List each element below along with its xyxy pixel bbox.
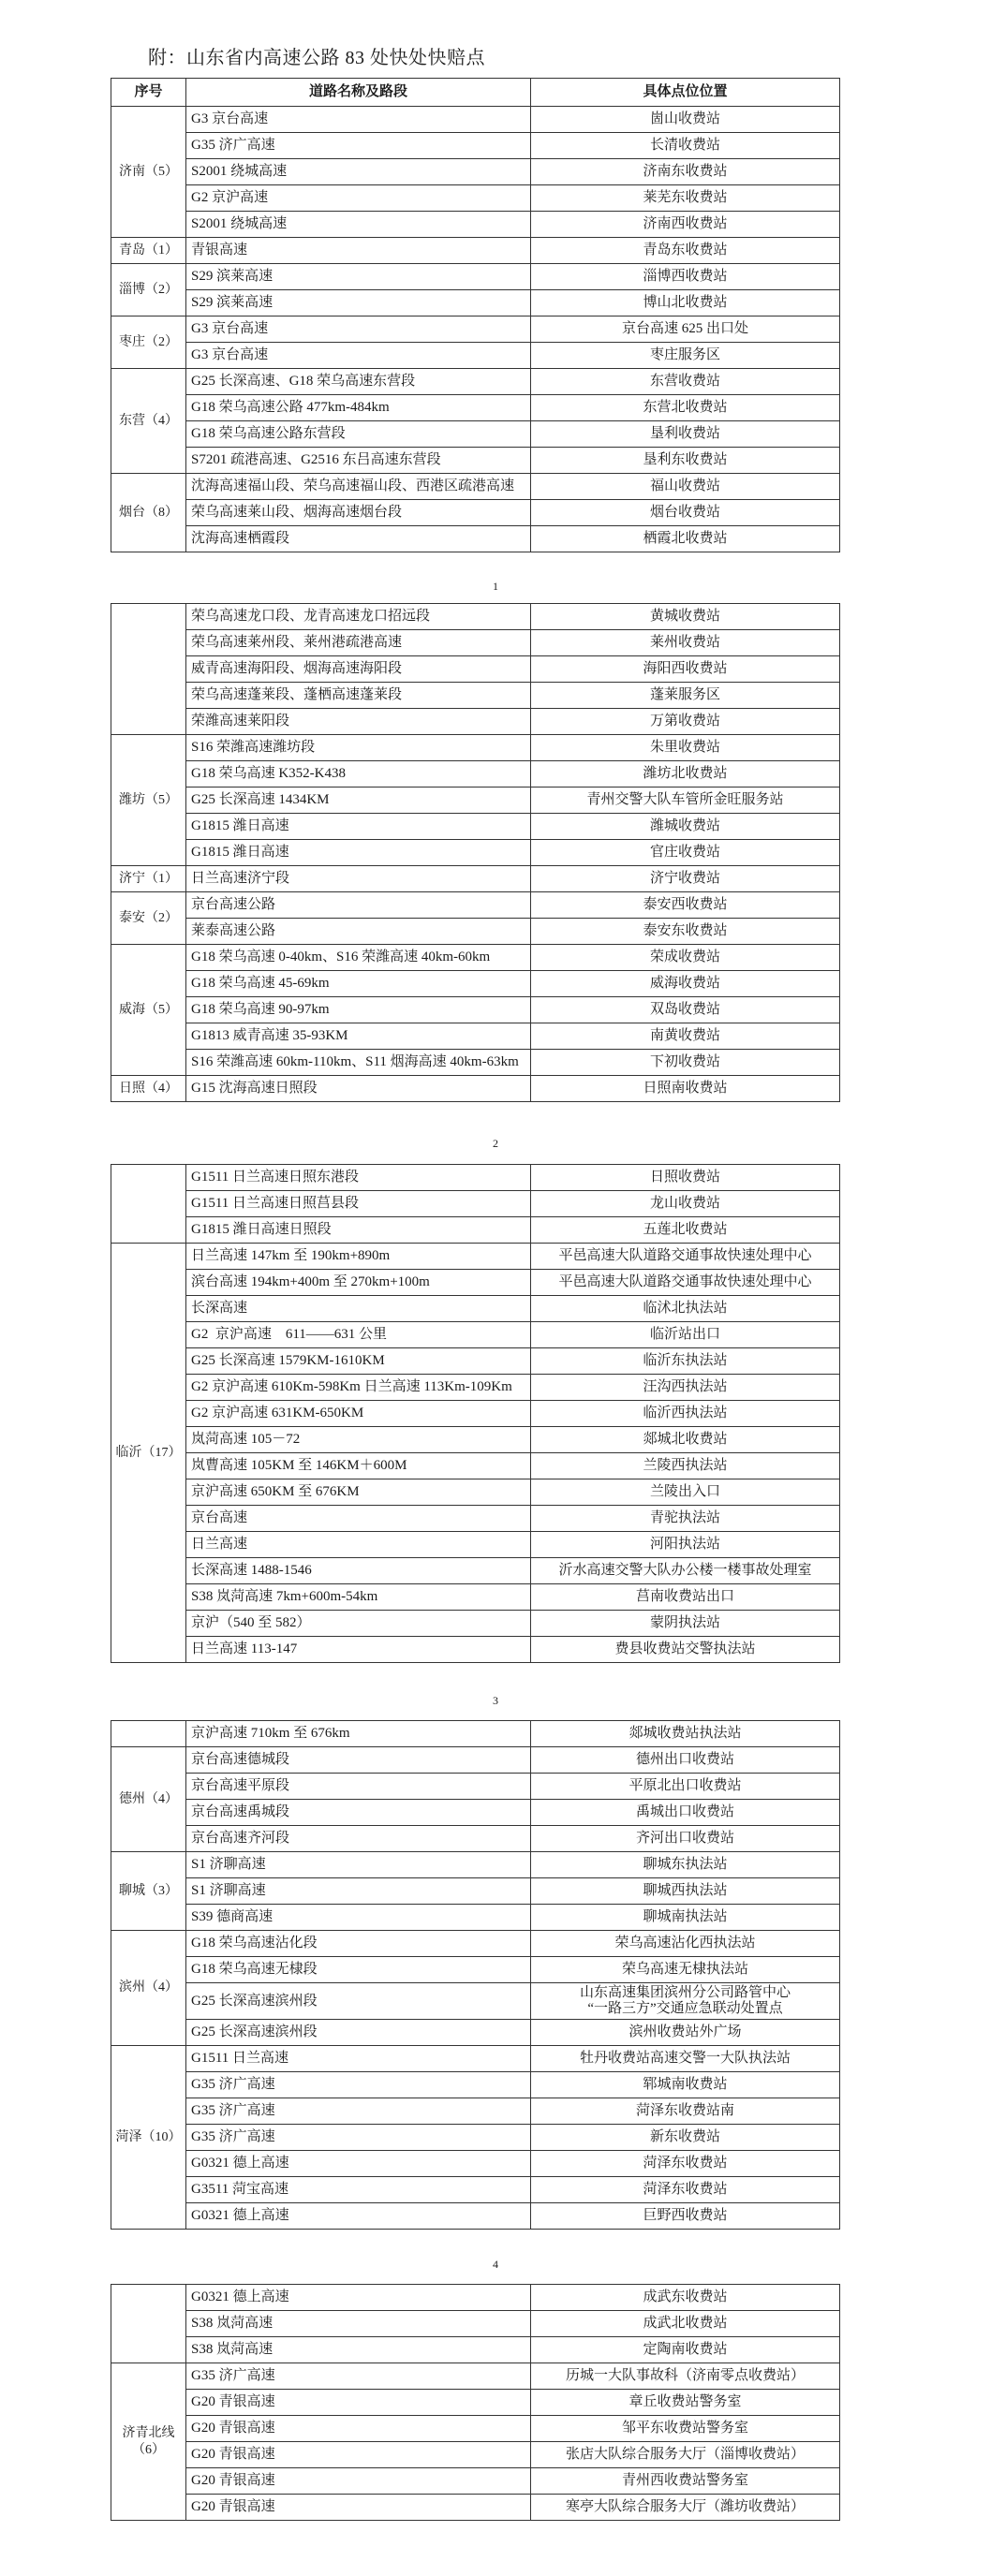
- road-segment-cell: S38 岚菏高速: [186, 2311, 531, 2337]
- location-cell: 聊城西执法站: [531, 1878, 840, 1905]
- page-number: 4: [493, 2258, 498, 2271]
- location-cell: 新东收费站: [531, 2125, 840, 2151]
- road-segment-cell: G1815 潍日高速: [186, 814, 531, 840]
- road-segment-cell: G1815 潍日高速日照段: [186, 1217, 531, 1244]
- table-row: [111, 1983, 840, 2020]
- table-row: [111, 1479, 840, 1506]
- road-segment-cell: G0321 德上高速: [186, 2285, 531, 2311]
- road-segment-cell: 青银高速: [186, 238, 531, 264]
- location-cell: 东营收费站: [531, 369, 840, 395]
- location-cell: 福山收费站: [531, 474, 840, 500]
- table-row: [111, 971, 840, 997]
- location-cell: 莒南收费站出口: [531, 1584, 840, 1611]
- table-row: [111, 2416, 840, 2442]
- location-cell: 青州西收费站警务室: [531, 2468, 840, 2495]
- location-cell: 寒亭大队综合服务大厅（潍坊收费站）: [531, 2495, 840, 2521]
- table-row: [111, 500, 840, 526]
- location-cell: 京台高速 625 出口处: [531, 316, 840, 343]
- table-row: [111, 814, 840, 840]
- road-segment-cell: 沈海高速栖霞段: [186, 526, 531, 552]
- location-cell: 下初收费站: [531, 1050, 840, 1076]
- road-segment-cell: 日兰高速济宁段: [186, 866, 531, 892]
- region-cell-continued: [111, 604, 186, 735]
- location-cell: 黄城收费站: [531, 604, 840, 630]
- location-cell: 成武北收费站: [531, 2311, 840, 2337]
- location-cell: 威海收费站: [531, 971, 840, 997]
- road-segment-cell: 京台高速德城段: [186, 1747, 531, 1774]
- table-row: [111, 1191, 840, 1217]
- location-cell: 垦利东收费站: [531, 448, 840, 474]
- table-row: [111, 1957, 840, 1983]
- road-segment-cell: S16 荣潍高速潍坊段: [186, 735, 531, 761]
- road-segment-cell: 沈海高速福山段、荣乌高速福山段、西港区疏港高速: [186, 474, 531, 500]
- road-segment-cell: G20 青银高速: [186, 2495, 531, 2521]
- road-segment-cell: G25 长深高速滨州段: [186, 1983, 531, 2020]
- table-row: [111, 683, 840, 709]
- region-cell: 潍坊（5）: [111, 735, 186, 866]
- table-page-3: [111, 1164, 840, 1663]
- table-row: [111, 2151, 840, 2177]
- table-row: [111, 1427, 840, 1453]
- region-cell: 日照（4）: [111, 1076, 186, 1102]
- table-row: [111, 1270, 840, 1296]
- location-cell: 张店大队综合服务大厅（淄博收费站）: [531, 2442, 840, 2468]
- location-cell: 邹平东收费站警务室: [531, 2416, 840, 2442]
- location-cell: 山东高速集团滨州分公司路管中心 “一路三方”交通应急联动处置点: [531, 1983, 840, 2020]
- table-row: [111, 185, 840, 212]
- location-cell: 青岛东收费站: [531, 238, 840, 264]
- road-segment-cell: G18 荣乌高速 45-69km: [186, 971, 531, 997]
- table-row: [111, 238, 840, 264]
- table-row: [111, 369, 840, 395]
- region-cell: 济南（5）: [111, 107, 186, 238]
- road-segment-cell: G25 长深高速 1434KM: [186, 788, 531, 814]
- table-row: [111, 1401, 840, 1427]
- table-row: [111, 421, 840, 448]
- location-cell: 郓城南收费站: [531, 2072, 840, 2098]
- location-cell: 蓬莱服务区: [531, 683, 840, 709]
- road-segment-cell: G1511 日兰高速日照莒县段: [186, 1191, 531, 1217]
- location-cell: 荣乌高速沾化西执法站: [531, 1931, 840, 1957]
- table-row: [111, 630, 840, 656]
- page-number: 3: [493, 1694, 498, 1707]
- location-cell: 菏泽东收费站: [531, 2151, 840, 2177]
- table-row: [111, 1375, 840, 1401]
- region-cell: 青岛（1）: [111, 238, 186, 264]
- road-segment-cell: S1 济聊高速: [186, 1852, 531, 1878]
- region-cell-continued: [111, 2285, 186, 2363]
- table-row: [111, 604, 840, 630]
- road-segment-cell: S2001 绕城高速: [186, 212, 531, 238]
- region-cell: 威海（5）: [111, 945, 186, 1076]
- road-segment-cell: 莱泰高速公路: [186, 919, 531, 945]
- table-row: [111, 2020, 840, 2046]
- location-cell: 日照收费站: [531, 1165, 840, 1191]
- road-segment-cell: G25 长深高速、G18 荣乌高速东营段: [186, 369, 531, 395]
- location-cell: 烟台收费站: [531, 500, 840, 526]
- road-segment-cell: G1511 日兰高速日照东港段: [186, 1165, 531, 1191]
- location-cell: 垦利收费站: [531, 421, 840, 448]
- road-segment-cell: 京台高速: [186, 1506, 531, 1532]
- road-segment-cell: G3511 菏宝高速: [186, 2177, 531, 2203]
- region-cell: 滨州（4）: [111, 1931, 186, 2046]
- road-segment-cell: G2 京沪高速 631KM-650KM: [186, 1401, 531, 1427]
- road-segment-cell: 京沪（540 至 582）: [186, 1611, 531, 1637]
- location-cell: 枣庄服务区: [531, 343, 840, 369]
- table-row: [111, 290, 840, 316]
- region-cell: 德州（4）: [111, 1747, 186, 1852]
- road-segment-cell: G35 济广高速: [186, 2072, 531, 2098]
- location-cell: 费县收费站交警执法站: [531, 1637, 840, 1663]
- location-cell: 巨野西收费站: [531, 2203, 840, 2230]
- location-cell: 淄博西收费站: [531, 264, 840, 290]
- location-cell: 万第收费站: [531, 709, 840, 735]
- road-segment-cell: G18 荣乌高速无棣段: [186, 1957, 531, 1983]
- road-segment-cell: 岚曹高速 105KM 至 146KM＋600M: [186, 1453, 531, 1479]
- location-cell: 平邑高速大队道路交通事故快速处理中心: [531, 1270, 840, 1296]
- table-row: [111, 919, 840, 945]
- location-cell: 海阳西收费站: [531, 656, 840, 683]
- table-row: [111, 1637, 840, 1663]
- table-row: [111, 1050, 840, 1076]
- region-cell: 聊城（3）: [111, 1852, 186, 1931]
- table-row: [111, 1747, 840, 1774]
- table-row: [111, 1506, 840, 1532]
- table-row: [111, 1322, 840, 1348]
- road-segment-cell: G20 青银高速: [186, 2390, 531, 2416]
- location-cell: 定陶南收费站: [531, 2337, 840, 2363]
- region-cell-continued: [111, 1165, 186, 1244]
- table-row: [111, 788, 840, 814]
- table-row: [111, 1905, 840, 1931]
- road-segment-cell: G20 青银高速: [186, 2468, 531, 2495]
- table-row: [111, 448, 840, 474]
- table-row: [111, 1076, 840, 1102]
- road-segment-cell: G18 荣乌高速 0-40km、S16 荣潍高速 40km-60km: [186, 945, 531, 971]
- road-segment-cell: G1815 潍日高速: [186, 840, 531, 866]
- road-segment-cell: G0321 德上高速: [186, 2151, 531, 2177]
- road-segment-cell: G18 荣乌高速公路东营段: [186, 421, 531, 448]
- road-segment-cell: G35 济广高速: [186, 2363, 531, 2390]
- table-row: [111, 1244, 840, 1270]
- location-cell: 长清收费站: [531, 133, 840, 159]
- road-segment-cell: G18 荣乌高速 K352-K438: [186, 761, 531, 788]
- location-cell: 东营北收费站: [531, 395, 840, 421]
- table-row: [111, 316, 840, 343]
- location-cell: 郯城收费站执法站: [531, 1721, 840, 1747]
- region-cell: 枣庄（2）: [111, 316, 186, 369]
- road-segment-cell: 京台高速公路: [186, 892, 531, 919]
- road-segment-cell: G1813 威青高速 35-93KM: [186, 1023, 531, 1050]
- location-cell: 菏泽东收费站: [531, 2177, 840, 2203]
- location-cell: 博山北收费站: [531, 290, 840, 316]
- table-row: [111, 709, 840, 735]
- location-cell: 滨州收费站外广场: [531, 2020, 840, 2046]
- header-row: [111, 79, 840, 107]
- table-row: [111, 1931, 840, 1957]
- road-segment-cell: G35 济广高速: [186, 133, 531, 159]
- table-row: [111, 474, 840, 500]
- table-row: [111, 1611, 840, 1637]
- table-row: [111, 1878, 840, 1905]
- location-cell: 南黄收费站: [531, 1023, 840, 1050]
- page-number: 1: [493, 580, 498, 593]
- location-cell: 栖霞北收费站: [531, 526, 840, 552]
- table-row: [111, 212, 840, 238]
- road-segment-cell: 荣乌高速龙口段、龙青高速龙口招远段: [186, 604, 531, 630]
- table-page-2: [111, 603, 840, 1102]
- location-cell: 济宁收费站: [531, 866, 840, 892]
- table-row: [111, 892, 840, 919]
- location-cell: 牡丹收费站高速交警一大队执法站: [531, 2046, 840, 2072]
- road-segment-cell: S39 德商高速: [186, 1905, 531, 1931]
- location-cell: 河阳执法站: [531, 1532, 840, 1558]
- road-segment-cell: 长深高速 1488-1546: [186, 1558, 531, 1584]
- road-segment-cell: S38 岚菏高速 7km+600m-54km: [186, 1584, 531, 1611]
- table-row: [111, 1721, 840, 1747]
- region-cell-continued: [111, 1721, 186, 1747]
- table-row: [111, 1453, 840, 1479]
- table-page-5: [111, 2284, 840, 2521]
- table-page-1: [111, 78, 840, 552]
- location-cell: 官庄收费站: [531, 840, 840, 866]
- table-row: [111, 2072, 840, 2098]
- location-cell: 德州出口收费站: [531, 1747, 840, 1774]
- location-cell: 汪沟西执法站: [531, 1375, 840, 1401]
- location-cell: 平邑高速大队道路交通事故快速处理中心: [531, 1244, 840, 1270]
- road-segment-cell: 日兰高速 147km 至 190km+890m: [186, 1244, 531, 1270]
- table-row: [111, 159, 840, 185]
- location-cell: 青驼执法站: [531, 1506, 840, 1532]
- road-segment-cell: 荣潍高速莱阳段: [186, 709, 531, 735]
- road-segment-cell: G3 京台高速: [186, 107, 531, 133]
- table-row: [111, 866, 840, 892]
- table-row: [111, 395, 840, 421]
- table-row: [111, 945, 840, 971]
- location-cell: 日照南收费站: [531, 1076, 840, 1102]
- location-cell: 临沂东执法站: [531, 1348, 840, 1375]
- table-row: [111, 1852, 840, 1878]
- location-cell: 龙山收费站: [531, 1191, 840, 1217]
- road-segment-cell: 威青高速海阳段、烟海高速海阳段: [186, 656, 531, 683]
- table-row: [111, 2363, 840, 2390]
- road-segment-cell: G15 沈海高速日照段: [186, 1076, 531, 1102]
- document-title: 附：山东省内高速公路 83 处快处快赔点: [148, 48, 485, 68]
- road-segment-cell: S2001 绕城高速: [186, 159, 531, 185]
- header-road: 道路名称及路段: [186, 79, 531, 107]
- location-cell: 荣成收费站: [531, 945, 840, 971]
- table-row: [111, 107, 840, 133]
- location-cell: 菏泽东收费站南: [531, 2098, 840, 2125]
- location-cell: 齐河出口收费站: [531, 1826, 840, 1852]
- road-segment-cell: S7201 疏港高速、G2516 东吕高速东营段: [186, 448, 531, 474]
- table-row: [111, 2046, 840, 2072]
- road-segment-cell: G2 京沪高速 610Km-598Km 日兰高速 113Km-109Km: [186, 1375, 531, 1401]
- location-cell: 郯城北收费站: [531, 1427, 840, 1453]
- table-row: [111, 1165, 840, 1191]
- location-cell: 荣乌高速无棣执法站: [531, 1957, 840, 1983]
- region-cell: 济青北线 （6）: [111, 2363, 186, 2521]
- location-cell: 聊城东执法站: [531, 1852, 840, 1878]
- table-row: [111, 1023, 840, 1050]
- road-segment-cell: G18 荣乌高速公路 477km-484km: [186, 395, 531, 421]
- road-segment-cell: G3 京台高速: [186, 316, 531, 343]
- road-segment-cell: 京沪高速 710km 至 676km: [186, 1721, 531, 1747]
- location-cell: 五莲北收费站: [531, 1217, 840, 1244]
- table-row: [111, 1558, 840, 1584]
- road-segment-cell: G20 青银高速: [186, 2442, 531, 2468]
- table-row: [111, 1296, 840, 1322]
- table-row: [111, 2468, 840, 2495]
- location-cell: 成武东收费站: [531, 2285, 840, 2311]
- road-segment-cell: 京沪高速 650KM 至 676KM: [186, 1479, 531, 1506]
- road-segment-cell: 长深高速: [186, 1296, 531, 1322]
- road-segment-cell: S38 岚菏高速: [186, 2337, 531, 2363]
- location-cell: 潍城收费站: [531, 814, 840, 840]
- region-cell: 菏泽（10）: [111, 2046, 186, 2230]
- table-row: [111, 2442, 840, 2468]
- table-row: [111, 656, 840, 683]
- location-cell: 临沂西执法站: [531, 1401, 840, 1427]
- table-row: [111, 2337, 840, 2363]
- table-row: [111, 735, 840, 761]
- region-cell: 烟台（8）: [111, 474, 186, 552]
- region-cell: 东营（4）: [111, 369, 186, 474]
- header-location: 具体点位位置: [531, 79, 840, 107]
- road-segment-cell: G1511 日兰高速: [186, 2046, 531, 2072]
- road-segment-cell: G25 长深高速滨州段: [186, 2020, 531, 2046]
- region-cell: 泰安（2）: [111, 892, 186, 945]
- table-row: [111, 2203, 840, 2230]
- location-cell: 兰陵出入口: [531, 1479, 840, 1506]
- table-row: [111, 1584, 840, 1611]
- table-row: [111, 997, 840, 1023]
- road-segment-cell: 岚菏高速 105－72: [186, 1427, 531, 1453]
- road-segment-cell: G2 京沪高速 611——631 公里: [186, 1322, 531, 1348]
- table-page-4: [111, 1720, 840, 2230]
- location-cell: 泰安东收费站: [531, 919, 840, 945]
- region-cell: 临沂（17）: [111, 1244, 186, 1663]
- table-row: [111, 1826, 840, 1852]
- road-segment-cell: 荣乌高速莱州段、莱州港疏港高速: [186, 630, 531, 656]
- table-row: [111, 133, 840, 159]
- location-cell: 朱里收费站: [531, 735, 840, 761]
- table-row: [111, 2495, 840, 2521]
- table-row: [111, 2177, 840, 2203]
- header-index: 序号: [111, 79, 186, 107]
- location-cell: 聊城南执法站: [531, 1905, 840, 1931]
- road-segment-cell: 日兰高速: [186, 1532, 531, 1558]
- road-segment-cell: S29 滨莱高速: [186, 264, 531, 290]
- road-segment-cell: 荣乌高速莱山段、烟海高速烟台段: [186, 500, 531, 526]
- road-segment-cell: G35 济广高速: [186, 2125, 531, 2151]
- location-cell: 禹城出口收费站: [531, 1800, 840, 1826]
- table-row: [111, 2390, 840, 2416]
- road-segment-cell: 京台高速平原段: [186, 1774, 531, 1800]
- road-segment-cell: S16 荣潍高速 60km-110km、S11 烟海高速 40km-63km: [186, 1050, 531, 1076]
- location-cell: 沂水高速交警大队办公楼一楼事故处理室: [531, 1558, 840, 1584]
- location-cell: 崮山收费站: [531, 107, 840, 133]
- location-cell: 济南东收费站: [531, 159, 840, 185]
- road-segment-cell: 滨台高速 194km+400m 至 270km+100m: [186, 1270, 531, 1296]
- location-cell: 兰陵西执法站: [531, 1453, 840, 1479]
- location-cell: 泰安西收费站: [531, 892, 840, 919]
- table-row: [111, 2311, 840, 2337]
- location-cell: 莱州收费站: [531, 630, 840, 656]
- road-segment-cell: G2 京沪高速: [186, 185, 531, 212]
- road-segment-cell: G18 荣乌高速 90-97km: [186, 997, 531, 1023]
- location-cell: 章丘收费站警务室: [531, 2390, 840, 2416]
- table-row: [111, 1774, 840, 1800]
- road-segment-cell: S29 滨莱高速: [186, 290, 531, 316]
- road-segment-cell: G18 荣乌高速沾化段: [186, 1931, 531, 1957]
- table-row: [111, 526, 840, 552]
- table-row: [111, 1348, 840, 1375]
- table-row: [111, 840, 840, 866]
- region-cell: 济宁（1）: [111, 866, 186, 892]
- road-segment-cell: G0321 德上高速: [186, 2203, 531, 2230]
- table-row: [111, 761, 840, 788]
- road-segment-cell: 日兰高速 113-147: [186, 1637, 531, 1663]
- road-segment-cell: 京台高速禹城段: [186, 1800, 531, 1826]
- location-cell: 平原北出口收费站: [531, 1774, 840, 1800]
- table-row: [111, 343, 840, 369]
- location-cell: 历城一大队事故科（济南零点收费站）: [531, 2363, 840, 2390]
- road-segment-cell: 荣乌高速蓬莱段、蓬栖高速蓬莱段: [186, 683, 531, 709]
- location-cell: 临沂站出口: [531, 1322, 840, 1348]
- location-cell: 双岛收费站: [531, 997, 840, 1023]
- table-row: [111, 264, 840, 290]
- road-segment-cell: G20 青银高速: [186, 2416, 531, 2442]
- table-row: [111, 2098, 840, 2125]
- road-segment-cell: S1 济聊高速: [186, 1878, 531, 1905]
- location-cell: 潍坊北收费站: [531, 761, 840, 788]
- table-row: [111, 1217, 840, 1244]
- location-cell: 临沭北执法站: [531, 1296, 840, 1322]
- location-cell: 济南西收费站: [531, 212, 840, 238]
- table-row: [111, 2125, 840, 2151]
- road-segment-cell: G35 济广高速: [186, 2098, 531, 2125]
- page-number: 2: [493, 1137, 498, 1150]
- location-cell: 青州交警大队车管所金旺服务站: [531, 788, 840, 814]
- table-row: [111, 1800, 840, 1826]
- table-row: [111, 1532, 840, 1558]
- road-segment-cell: 京台高速齐河段: [186, 1826, 531, 1852]
- location-cell: 莱芜东收费站: [531, 185, 840, 212]
- region-cell: 淄博（2）: [111, 264, 186, 316]
- road-segment-cell: G25 长深高速 1579KM-1610KM: [186, 1348, 531, 1375]
- road-segment-cell: G3 京台高速: [186, 343, 531, 369]
- location-cell: 蒙阴执法站: [531, 1611, 840, 1637]
- table-row: [111, 2285, 840, 2311]
